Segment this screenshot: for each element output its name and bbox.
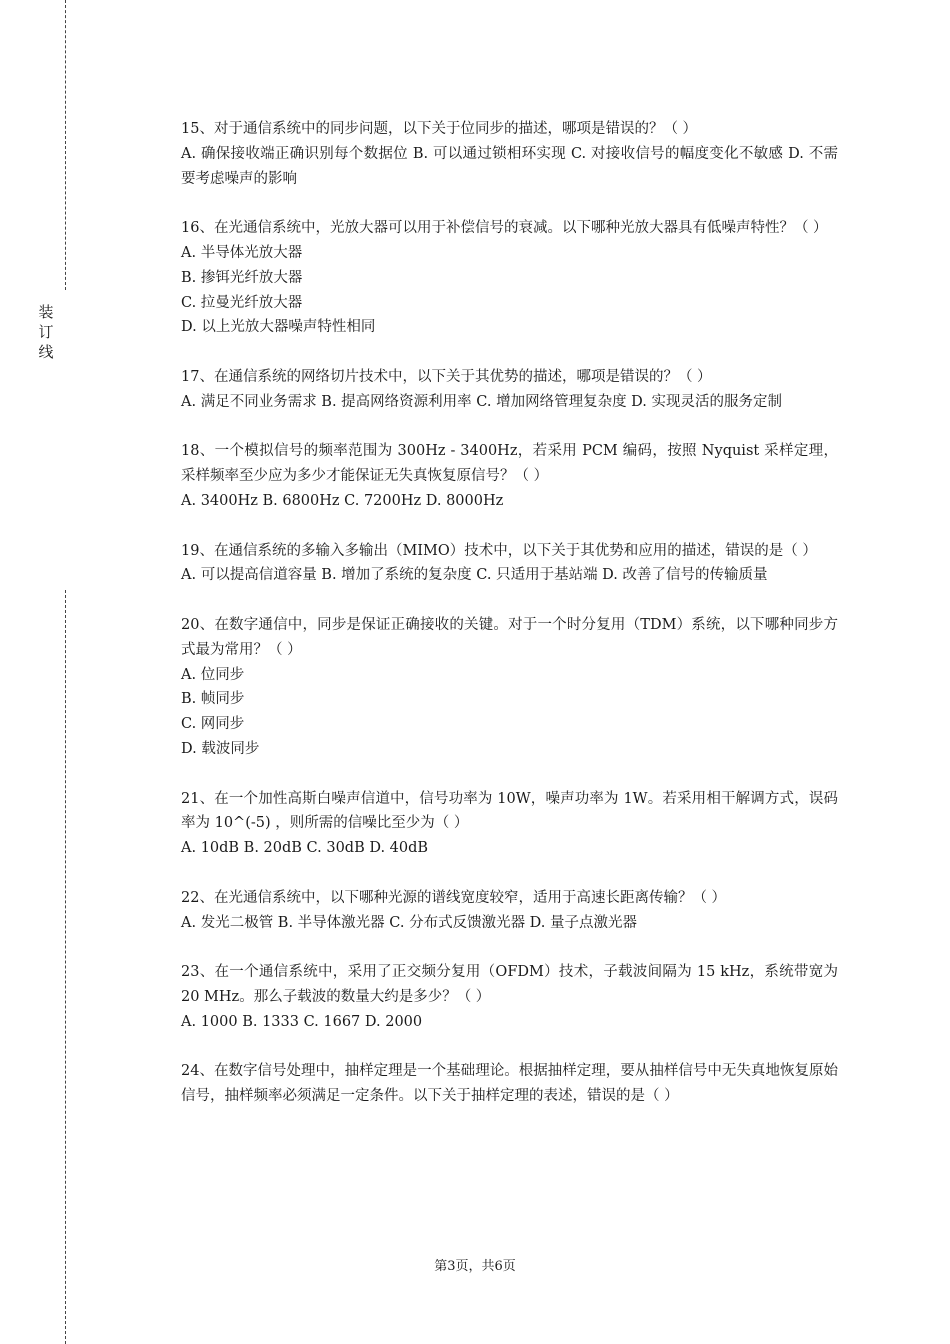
question-options: A. 确保接收端正确识别每个数据位 B. 可以通过锁相环实现 C. 对接收信号的幅度变化不敏感 D. 不需要考虑噪声的影响 (181, 145, 838, 187)
binding-label (36, 302, 56, 362)
option-b: B. 帧同步 (181, 691, 245, 708)
question-text: 18、一个模拟信号的频率范围为 300Hz - 3400Hz，若采用 PCM 编码，按照 Nyquist 采样定理，采样频率至少应为多少才能保证无失真恢复原信号？（ ） (181, 443, 838, 485)
question-options: A. 1000 B. 1333 C. 1667 D. 2000 (181, 1013, 423, 1030)
option-c: C. 拉曼光纤放大器 (181, 294, 303, 311)
question-text: 16、在光通信系统中，光放大器可以用于补偿信号的衰减。以下哪种光放大器具有低噪声特性？（ ） (181, 220, 828, 237)
binding-label-char: 装 (38, 303, 54, 321)
page-number-footer: 第3页，共6页 (434, 1259, 516, 1274)
question-text: 20、在数字通信中，同步是保证正确接收的关键。对于一个时分复用（TDM）系统，以下哪种同步方式最为常用？（ ） (181, 616, 838, 658)
option-b: B. 掺铒光纤放大器 (181, 269, 303, 286)
question-18 (181, 439, 838, 513)
option-d: D. 载波同步 (181, 740, 260, 757)
question-text: 23、在一个通信系统中，采用了正交频分复用（OFDM）技术，子载波间隔为 15 kHz，系统带宽为 20 MHz。那么子载波的数量大约是多少？（ ） (181, 964, 838, 1005)
question-text: 19、在通信系统的多输入多输出（MIMO）技术中，以下关于其优势和应用的描述，错误的是（ ） (181, 542, 817, 559)
option-c: C. 网同步 (181, 716, 245, 733)
question-text: 21、在一个加性高斯白噪声信道中，信号功率为 10W，噪声功率为 1W。若采用相干解调方式，误码率为 10^(-5) ，则所需的信噪比至少为（ ） (181, 790, 838, 832)
question-text: 17、在通信系统的网络切片技术中，以下关于其优势的描述，哪项是错误的？（ ） (181, 368, 712, 385)
question-options: A. 发光二极管 B. 半导体激光器 C. 分布式反馈激光器 D. 量子点激光器 (181, 914, 638, 931)
question-options: A. 满足不同业务需求 B. 提高网络资源利用率 C. 增加网络管理复杂度 D. 实现灵活的服务定制 (181, 393, 783, 410)
question-text: 24、在数字信号处理中，抽样定理是一个基础理论。根据抽样定理，要从抽样信号中无失真地恢复原始信号，抽样频率必须满足一定条件。以下关于抽样定理的表述，错误的是（ ） (181, 1063, 838, 1105)
question-16 (181, 216, 838, 340)
question-20 (181, 613, 838, 762)
option-a: A. 位同步 (181, 666, 245, 683)
question-19 (181, 539, 838, 589)
question-text: 15、对于通信系统中的同步问题，以下关于位同步的描述，哪项是错误的？（ ） (181, 121, 698, 137)
binding-label-char: 线 (38, 343, 54, 361)
option-a: A. 半导体光放大器 (181, 244, 303, 261)
question-options: A. 可以提高信道容量 B. 增加了系统的复杂度 C. 只适用于基站端 D. 改善了信号的传输质量 (181, 567, 768, 584)
question-15 (181, 117, 838, 191)
option-d: D. 以上光放大器噪声特性相同 (181, 319, 376, 336)
question-23 (181, 960, 838, 1034)
binding-dashed-line-bottom (65, 590, 66, 1344)
binding-dashed-line-top (65, 0, 66, 290)
question-21 (181, 787, 838, 861)
question-17 (181, 365, 838, 415)
question-text: 22、在光通信系统中，以下哪种光源的谱线宽度较窄，适用于高速长距离传输？（ ） (181, 889, 727, 906)
question-22 (181, 886, 838, 936)
question-list (181, 117, 838, 1134)
question-options: A. 10dB B. 20dB C. 30dB D. 40dB (181, 840, 429, 857)
binding-label-char: 订 (38, 323, 54, 341)
question-24 (181, 1059, 838, 1109)
question-options: A. 3400Hz B. 6800Hz C. 7200Hz D. 8000Hz (181, 492, 504, 509)
